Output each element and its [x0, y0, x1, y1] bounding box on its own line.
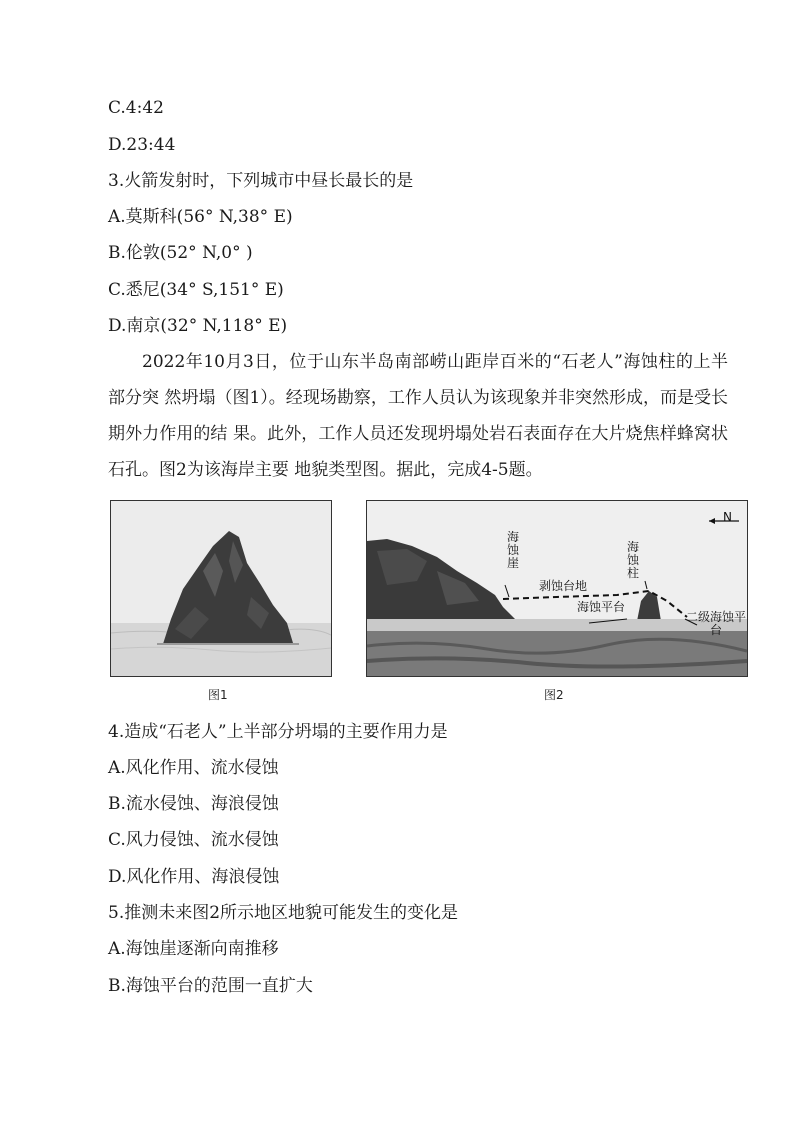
option-b: B.海蚀平台的范围一直扩大	[108, 976, 313, 996]
option-a: A.莫斯科(56° N,38° E)	[108, 207, 293, 227]
option-b: B.流水侵蚀、海浪侵蚀	[108, 794, 279, 814]
north-label: N	[723, 510, 732, 524]
denudation-terrace-label: 剥蚀台地	[539, 579, 588, 593]
question-4-stem: 4.造成“石老人”上半部分坍塌的主要作用力是	[108, 722, 448, 742]
question-5-stem: 5.推测未来图2所示地区地貌可能发生的变化是	[108, 903, 459, 923]
option-a: A.海蚀崖逐渐向南推移	[108, 939, 279, 959]
figure-2-photo	[366, 500, 748, 677]
question-3-stem: 3.火箭发射时，下列城市中昼长最长的是	[108, 171, 414, 191]
option-c: C.风力侵蚀、流水侵蚀	[108, 830, 279, 850]
sea-stack-label: 海蚀柱	[626, 540, 639, 580]
option-c: C.4:42	[108, 98, 164, 118]
option-b: B.伦敦(52° N,0° )	[108, 243, 253, 263]
option-d: D.风化作用、海浪侵蚀	[108, 867, 280, 887]
figure-2-caption: 图2	[544, 688, 564, 702]
option-c: C.悉尼(34° S,151° E)	[108, 280, 284, 300]
second-level-platform-label: 二级海蚀平台	[685, 610, 746, 637]
option-d: D.南京(32° N,118° E)	[108, 316, 288, 336]
sea-stack-image	[111, 501, 331, 676]
figure-1-caption: 图1	[208, 688, 228, 702]
sea-cliff-label: 海蚀崖	[506, 530, 519, 570]
wave-cut-platform-label: 海蚀平台	[577, 600, 626, 614]
option-a: A.风化作用、流水侵蚀	[108, 758, 279, 778]
option-d: D.23:44	[108, 135, 176, 155]
figure-1-photo	[110, 500, 332, 677]
passage	[108, 344, 728, 488]
passage-text: 2022年10月3日，位于山东半岛南部崂山距岸百米的“石老人”海蚀柱的上半部分突 然坍塌（图1）。经现场勘察，工作人员认为该现象并非突然形成，而是受长期外力作用的结 果。此外，工作人员还发现坍塌处岩石表面存在大片烧焦样蜂窝状石孔。图2为该海岸主要 地貌类型图。据此，完成4-5题。	[108, 352, 728, 480]
